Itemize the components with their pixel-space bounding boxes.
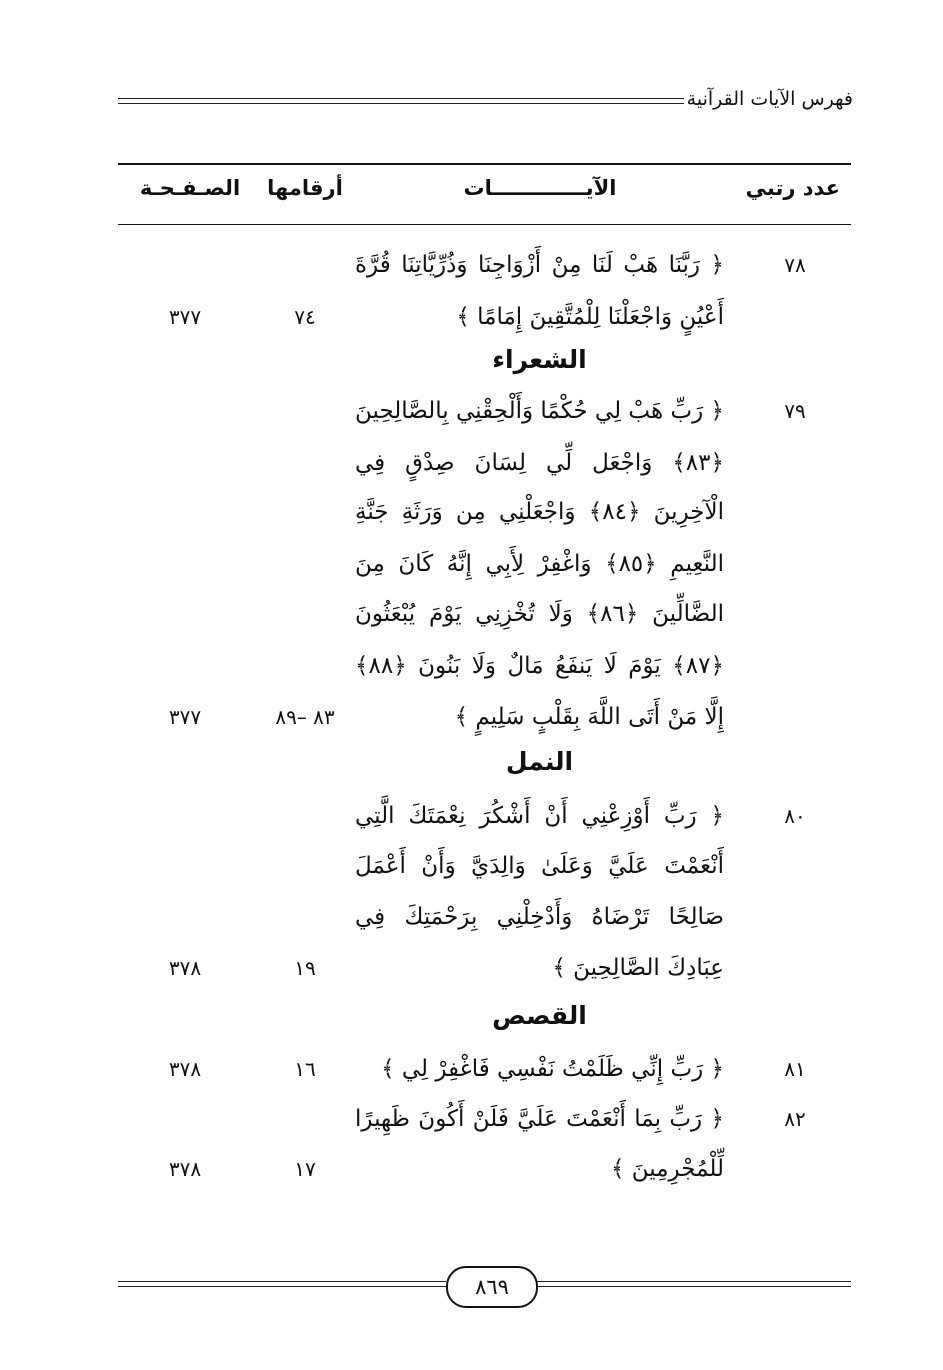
table-top-rule: [118, 163, 851, 165]
entry-verse-numbers: ١٩: [294, 956, 316, 980]
surah-heading: النمل: [505, 747, 574, 776]
column-header-page: الصـفـحـة: [139, 176, 241, 200]
page-number-badge: ٨٦٩: [446, 1266, 538, 1308]
column-header-verse-numbers: أرقامها: [267, 176, 343, 200]
footer-rule-right: [534, 1281, 851, 1287]
verse-line: صَالِحًا تَرْضَاهُ وَأَدْخِلْنِي بِرَحْمَتِكَ فِي: [355, 904, 724, 930]
verse-line: ﴿ رَبَّنَا هَبْ لَنَا مِنْ أَزْوَاجِنَا وَذُرِّيَّاتِنَا قُرَّةَ: [355, 252, 724, 278]
verse-line: أَعْيُنٍ وَاجْعَلْنَا لِلْمُتَّقِينَ إِمَامًا ﴾: [456, 304, 724, 330]
column-header-order: عدد رتبي: [745, 176, 840, 200]
entry-order-number: ٨٢: [784, 1107, 806, 1131]
verse-line: الضَّالِّينَ ﴿٨٦﴾ وَلَا تُخْزِنِي يَوْمَ يُبْعَثُونَ: [355, 601, 724, 627]
entry-order-number: ٧٨: [784, 253, 806, 277]
entry-order-number: ٧٩: [784, 399, 806, 423]
entry-page-number: ٣٧٧: [168, 705, 202, 729]
running-header-title: فهرس الآيات القرآنية: [686, 88, 853, 110]
entry-page-number: ٣٧٨: [168, 1057, 202, 1081]
verse-line: ﴿ رَبِّ بِمَا أَنْعَمْتَ عَلَيَّ فَلَنْ أَكُونَ ظَهِيرًا: [355, 1106, 724, 1132]
verse-line: ﴿ رَبِّ أَوْزِعْنِي أَنْ أَشْكُرَ نِعْمَتَكَ الَّتِي: [355, 803, 724, 829]
entry-verse-numbers: ١٦: [294, 1057, 316, 1081]
entry-verse-numbers: ٧٤: [294, 305, 316, 329]
entry-verse-numbers: ١٧: [294, 1157, 316, 1181]
running-header: [118, 88, 853, 116]
surah-heading: الشعراء: [492, 345, 587, 374]
entry-order-number: ٨١: [784, 1057, 806, 1081]
surah-heading: القصص: [492, 1001, 587, 1030]
verse-line: ﴿٨٣﴾ وَاجْعَل لِّي لِسَانَ صِدْقٍ فِي: [355, 450, 724, 476]
verse-line: النَّعِيمِ ﴿٨٥﴾ وَاغْفِرْ لِأَبِي إِنَّهُ كَانَ مِنَ: [355, 551, 724, 577]
verse-line: الْآخِرِينَ ﴿٨٤﴾ وَاجْعَلْنِي مِن وَرَثَةِ جَنَّةِ: [355, 499, 724, 525]
verse-line: لِّلْمُجْرِمِينَ ﴾: [610, 1156, 724, 1182]
verse-line: ﴿ رَبِّ إِنِّي ظَلَمْتُ نَفْسِي فَاغْفِرْ لِي ﴾: [381, 1056, 724, 1082]
verse-line: إِلَّا مَنْ أَتَى اللَّهَ بِقَلْبٍ سَلِيمٍ ﴾: [454, 704, 724, 730]
verse-line: عِبَادِكَ الصَّالِحِينَ ﴾: [552, 955, 724, 981]
verse-line: أَنْعَمْتَ عَلَيَّ وَعَلَىٰ وَالِدَيَّ وَأَنْ أَعْمَلَ: [355, 853, 724, 879]
entry-page-number: ٣٧٨: [168, 956, 202, 980]
entry-page-number: ٣٧٨: [168, 1157, 202, 1181]
entry-verse-numbers: ٨٣ –٨٩: [275, 705, 335, 729]
entry-page-number: ٣٧٧: [168, 305, 202, 329]
column-header-verses: الآيـــــــــــــات: [463, 176, 617, 200]
verse-line: ﴿٨٧﴾ يَوْمَ لَا يَنفَعُ مَالٌ وَلَا بَنُونَ ﴿٨٨﴾: [355, 653, 724, 679]
table-header-rule: [118, 224, 851, 225]
verse-line: ﴿ رَبِّ هَبْ لِي حُكْمًا وَأَلْحِقْنِي بِالصَّالِحِينَ: [355, 398, 724, 424]
header-double-rule: [118, 98, 684, 106]
footer-rule-left: [118, 1281, 446, 1287]
entry-order-number: ٨٠: [784, 804, 806, 828]
